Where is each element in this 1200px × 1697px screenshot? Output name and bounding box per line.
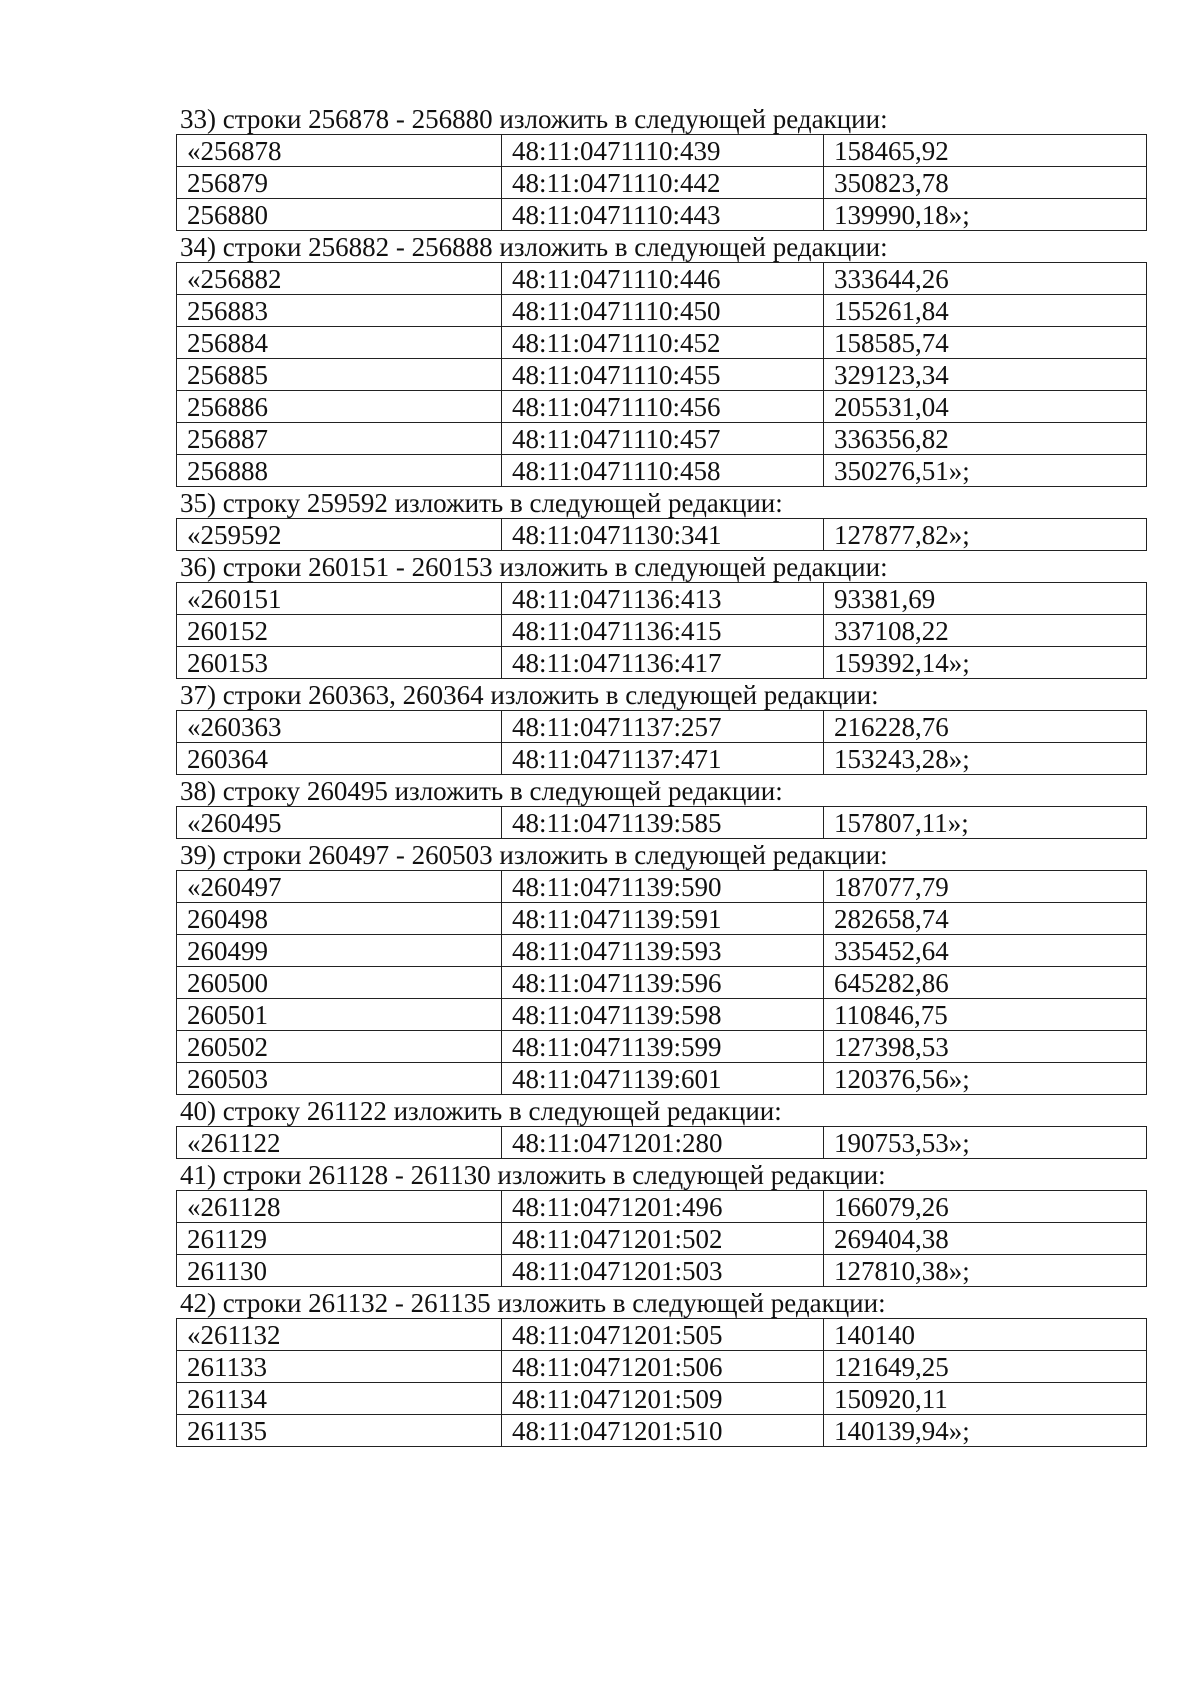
row-number-cell: 256885	[177, 359, 502, 391]
amendment-heading: 40) строку 261122 изложить в следующей редакции:	[180, 1096, 782, 1126]
cadastral-number-cell: 48:11:0471139:601	[502, 1063, 824, 1095]
table-row	[177, 743, 1147, 775]
table-row	[177, 199, 1147, 231]
amendment-table	[176, 262, 1147, 487]
value-cell: 139990,18»;	[824, 199, 1147, 231]
row-number-cell: «260495	[177, 807, 502, 839]
cadastral-number-cell: 48:11:0471130:341	[502, 519, 824, 551]
cadastral-number-cell: 48:11:0471110:439	[502, 135, 824, 167]
value-cell: 121649,25	[824, 1351, 1147, 1383]
value-cell: 153243,28»;	[824, 743, 1147, 775]
table-row	[177, 519, 1147, 551]
amendment-heading: 33) строки 256878 - 256880 изложить в следующей редакции:	[180, 104, 888, 134]
value-cell: 336356,82	[824, 423, 1147, 455]
cadastral-number-cell: 48:11:0471201:509	[502, 1383, 824, 1415]
row-number-cell: 260499	[177, 935, 502, 967]
row-number-cell: 256888	[177, 455, 502, 487]
row-number-cell: «261128	[177, 1191, 502, 1223]
cadastral-number-cell: 48:11:0471201:510	[502, 1415, 824, 1447]
value-cell: 158585,74	[824, 327, 1147, 359]
cadastral-number-cell: 48:11:0471136:415	[502, 615, 824, 647]
cadastral-number-cell: 48:11:0471139:593	[502, 935, 824, 967]
row-number-cell: 256883	[177, 295, 502, 327]
value-cell: 190753,53»;	[824, 1127, 1147, 1159]
value-cell: 150920,11	[824, 1383, 1147, 1415]
value-cell: 159392,14»;	[824, 647, 1147, 679]
amendment-table	[176, 870, 1147, 1095]
cadastral-number-cell: 48:11:0471137:257	[502, 711, 824, 743]
table-row	[177, 1031, 1147, 1063]
value-cell: 157807,11»;	[824, 807, 1147, 839]
value-cell: 140140	[824, 1319, 1147, 1351]
value-cell: 93381,69	[824, 583, 1147, 615]
cadastral-number-cell: 48:11:0471201:502	[502, 1223, 824, 1255]
value-cell: 337108,22	[824, 615, 1147, 647]
amendment-section	[176, 1160, 1146, 1287]
value-cell: 205531,04	[824, 391, 1147, 423]
table-row	[177, 1383, 1147, 1415]
value-cell: 127398,53	[824, 1031, 1147, 1063]
amendment-table	[176, 1126, 1147, 1159]
cadastral-number-cell: 48:11:0471201:506	[502, 1351, 824, 1383]
amendment-section	[176, 680, 1146, 775]
table-row	[177, 359, 1147, 391]
amendment-heading: 41) строки 261128 - 261130 изложить в следующей редакции:	[180, 1160, 886, 1190]
amendment-table	[176, 134, 1147, 231]
row-number-cell: 256880	[177, 199, 502, 231]
table-row	[177, 1351, 1147, 1383]
cadastral-number-cell: 48:11:0471139:591	[502, 903, 824, 935]
document-page	[176, 104, 1146, 1448]
row-number-cell: 256887	[177, 423, 502, 455]
amendment-heading: 35) строку 259592 изложить в следующей редакции:	[180, 488, 783, 518]
amendment-table	[176, 1190, 1147, 1287]
row-number-cell: 256886	[177, 391, 502, 423]
cadastral-number-cell: 48:11:0471110:446	[502, 263, 824, 295]
table-row	[177, 1415, 1147, 1447]
table-row	[177, 391, 1147, 423]
cadastral-number-cell: 48:11:0471136:417	[502, 647, 824, 679]
cadastral-number-cell: 48:11:0471110:455	[502, 359, 824, 391]
table-row	[177, 615, 1147, 647]
amendment-table	[176, 710, 1147, 775]
table-row	[177, 1255, 1147, 1287]
cadastral-number-cell: 48:11:0471201:280	[502, 1127, 824, 1159]
amendment-table	[176, 582, 1147, 679]
table-row	[177, 967, 1147, 999]
row-number-cell: «260497	[177, 871, 502, 903]
value-cell: 127810,38»;	[824, 1255, 1147, 1287]
cadastral-number-cell: 48:11:0471201:496	[502, 1191, 824, 1223]
table-row	[177, 935, 1147, 967]
row-number-cell: «260363	[177, 711, 502, 743]
row-number-cell: 261134	[177, 1383, 502, 1415]
table-row	[177, 711, 1147, 743]
row-number-cell: 260502	[177, 1031, 502, 1063]
cadastral-number-cell: 48:11:0471201:505	[502, 1319, 824, 1351]
row-number-cell: 260503	[177, 1063, 502, 1095]
table-row	[177, 807, 1147, 839]
row-number-cell: 260498	[177, 903, 502, 935]
table-row	[177, 455, 1147, 487]
value-cell: 350823,78	[824, 167, 1147, 199]
value-cell: 120376,56»;	[824, 1063, 1147, 1095]
value-cell: 645282,86	[824, 967, 1147, 999]
value-cell: 216228,76	[824, 711, 1147, 743]
amendment-heading: 38) строку 260495 изложить в следующей редакции:	[180, 776, 783, 806]
table-row	[177, 295, 1147, 327]
table-row	[177, 1223, 1147, 1255]
value-cell: 140139,94»;	[824, 1415, 1147, 1447]
row-number-cell: 256879	[177, 167, 502, 199]
table-row	[177, 135, 1147, 167]
row-number-cell: «261132	[177, 1319, 502, 1351]
row-number-cell: 261135	[177, 1415, 502, 1447]
table-row	[177, 583, 1147, 615]
row-number-cell: «256878	[177, 135, 502, 167]
cadastral-number-cell: 48:11:0471110:452	[502, 327, 824, 359]
value-cell: 166079,26	[824, 1191, 1147, 1223]
amendment-section	[176, 776, 1146, 839]
row-number-cell: «261122	[177, 1127, 502, 1159]
cadastral-number-cell: 48:11:0471137:471	[502, 743, 824, 775]
amendment-heading: 36) строки 260151 - 260153 изложить в следующей редакции:	[180, 552, 888, 582]
value-cell: 282658,74	[824, 903, 1147, 935]
cadastral-number-cell: 48:11:0471139:599	[502, 1031, 824, 1063]
table-row	[177, 871, 1147, 903]
table-row	[177, 1063, 1147, 1095]
value-cell: 155261,84	[824, 295, 1147, 327]
value-cell: 269404,38	[824, 1223, 1147, 1255]
row-number-cell: 260501	[177, 999, 502, 1031]
value-cell: 110846,75	[824, 999, 1147, 1031]
value-cell: 329123,34	[824, 359, 1147, 391]
amendment-section	[176, 552, 1146, 679]
amendment-section	[176, 232, 1146, 487]
row-number-cell: «260151	[177, 583, 502, 615]
value-cell: 333644,26	[824, 263, 1147, 295]
value-cell: 350276,51»;	[824, 455, 1147, 487]
cadastral-number-cell: 48:11:0471110:458	[502, 455, 824, 487]
table-row	[177, 1319, 1147, 1351]
amendment-table	[176, 806, 1147, 839]
cadastral-number-cell: 48:11:0471110:443	[502, 199, 824, 231]
row-number-cell: 260152	[177, 615, 502, 647]
amendment-heading: 37) строки 260363, 260364 изложить в следующей редакции:	[180, 680, 879, 710]
row-number-cell: «256882	[177, 263, 502, 295]
row-number-cell: «259592	[177, 519, 502, 551]
cadastral-number-cell: 48:11:0471110:457	[502, 423, 824, 455]
table-row	[177, 263, 1147, 295]
table-row	[177, 423, 1147, 455]
amendment-section	[176, 1096, 1146, 1159]
cadastral-number-cell: 48:11:0471136:413	[502, 583, 824, 615]
table-row	[177, 999, 1147, 1031]
value-cell: 127877,82»;	[824, 519, 1147, 551]
row-number-cell: 256884	[177, 327, 502, 359]
cadastral-number-cell: 48:11:0471139:596	[502, 967, 824, 999]
row-number-cell: 260153	[177, 647, 502, 679]
cadastral-number-cell: 48:11:0471201:503	[502, 1255, 824, 1287]
amendment-section	[176, 104, 1146, 231]
cadastral-number-cell: 48:11:0471110:456	[502, 391, 824, 423]
amendment-table	[176, 518, 1147, 551]
table-row	[177, 903, 1147, 935]
row-number-cell: 260500	[177, 967, 502, 999]
cadastral-number-cell: 48:11:0471110:450	[502, 295, 824, 327]
amendment-heading: 34) строки 256882 - 256888 изложить в следующей редакции:	[180, 232, 888, 262]
row-number-cell: 261133	[177, 1351, 502, 1383]
value-cell: 335452,64	[824, 935, 1147, 967]
table-row	[177, 327, 1147, 359]
amendment-table	[176, 1318, 1147, 1447]
table-row	[177, 647, 1147, 679]
amendment-section	[176, 1288, 1146, 1447]
cadastral-number-cell: 48:11:0471139:585	[502, 807, 824, 839]
table-row	[177, 1127, 1147, 1159]
amendment-heading: 39) строки 260497 - 260503 изложить в следующей редакции:	[180, 840, 888, 870]
table-row	[177, 167, 1147, 199]
value-cell: 158465,92	[824, 135, 1147, 167]
value-cell: 187077,79	[824, 871, 1147, 903]
amendment-heading: 42) строки 261132 - 261135 изложить в следующей редакции:	[180, 1288, 886, 1318]
row-number-cell: 261130	[177, 1255, 502, 1287]
cadastral-number-cell: 48:11:0471139:590	[502, 871, 824, 903]
amendment-section	[176, 840, 1146, 1095]
table-row	[177, 1191, 1147, 1223]
cadastral-number-cell: 48:11:0471139:598	[502, 999, 824, 1031]
row-number-cell: 261129	[177, 1223, 502, 1255]
row-number-cell: 260364	[177, 743, 502, 775]
amendment-section	[176, 488, 1146, 551]
cadastral-number-cell: 48:11:0471110:442	[502, 167, 824, 199]
